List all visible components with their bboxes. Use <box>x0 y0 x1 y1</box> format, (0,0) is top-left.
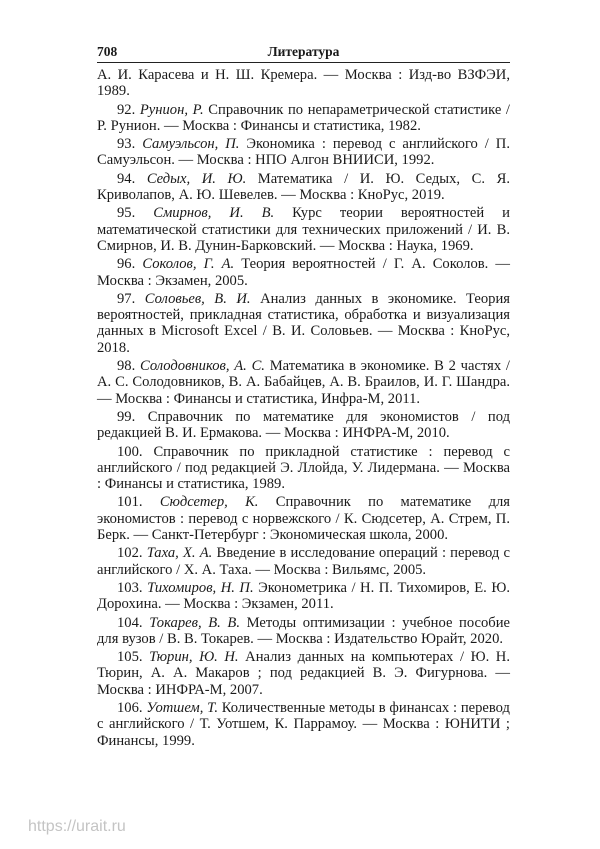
reference-entry <box>97 545 510 578</box>
reference-entry <box>97 615 510 648</box>
ref-text: Введение в исследование операций : перевод с английского / Х. А. Таха. — Москва : Вильямс, 2005. <box>97 545 510 578</box>
ref-author: Самуэльсон, П. <box>142 136 240 153</box>
ref-number: 92. <box>117 101 136 118</box>
ref-text: Анализ данных в экономике. Теория вероятностей, прикладная статистика, обработка и визуализация данных в Microsoft Excel / В. И. Соловьев. — Москва : КноРус, 2018. <box>97 290 511 356</box>
ref-number: 100. <box>117 443 143 460</box>
ref-text: Теория вероятностей / Г. А. Соколов. — Москва : Экзамен, 2005. <box>97 256 510 289</box>
ref-text: А. И. Карасева и Н. Ш. Кремера. — Москва : Изд-во ВЗФЭИ, 1989. <box>97 67 510 100</box>
ref-number: 97. <box>117 290 136 307</box>
page-number: 708 <box>97 44 118 59</box>
ref-text: Справочник по математике для экономистов / под редакцией В. И. Ермакова. — Москва : ИНФРА-М, 2010. <box>97 408 511 442</box>
source-watermark: https://urait.ru <box>28 818 126 835</box>
ref-number: 106. <box>117 699 143 716</box>
ref-author: Седых, И. Ю. <box>146 170 247 187</box>
reference-entry <box>97 136 510 169</box>
ref-author: Смирнов, И. В. <box>153 205 275 222</box>
reference-entry <box>97 171 510 204</box>
ref-text: Количественные методы в финансах : перевод с английского / Т. Уотшем, К. Паррамоу. — Москва : ЮНИТИ ; Финансы, 1999. <box>97 699 510 749</box>
ref-author: Токарев, В. В. <box>149 614 240 631</box>
reference-entry <box>97 580 510 613</box>
ref-number: 102. <box>117 545 143 562</box>
reference-entry <box>97 205 510 254</box>
reference-entry <box>97 494 510 543</box>
ref-author: Уотшем, Т. <box>146 699 219 716</box>
ref-number: 94. <box>117 170 136 187</box>
ref-author: Сюдсетер, К. <box>159 494 259 511</box>
running-title: Литература <box>267 44 340 59</box>
ref-author: Соловьев, В. И. <box>144 290 251 307</box>
ref-number: 99. <box>117 408 136 425</box>
ref-author: Тихомиров, Н. П. <box>147 579 254 596</box>
ref-text: Математика в экономике. В 2 частях / А. С. Солодовников, В. А. Бабайцев, А. В. Браилов, И. Г. Шандра. — Москва : Финансы и статистика, Инфра-М, 2011. <box>97 358 510 407</box>
reference-entry <box>97 444 510 493</box>
reference-entry <box>97 358 510 407</box>
reference-entry <box>97 256 510 289</box>
ref-number: 104. <box>117 614 143 631</box>
reference-entry <box>97 649 510 698</box>
ref-text: Математика / И. Ю. Седых, С. Я. Криволапов, А. Ю. Шевелев. — Москва : КноРус, 2019. <box>97 170 510 204</box>
ref-author: Соколов, Г. А. <box>142 256 235 273</box>
reference-entry <box>97 409 510 442</box>
ref-text: Справочник по математике для экономистов : перевод с норвежского / К. Сюдсетер, А. Стрем, П. Берк. — Санкт-Петербург : Экономическая школа, 2000. <box>97 494 510 544</box>
ref-author: Рунион, Р. <box>139 101 204 118</box>
ref-text: Методы оптимизации : учебное пособие для вузов / В. В. Токарев. — Москва : Издательство Юрайт, 2020. <box>97 614 511 647</box>
reference-list <box>97 67 510 749</box>
ref-text: Экономика : перевод с английского / П. Самуэльсон. — Москва : НПО Алгон ВНИИСИ, 1992. <box>97 136 510 169</box>
ref-number: 101. <box>117 494 143 511</box>
reference-entry <box>97 67 510 100</box>
reference-entry <box>97 291 510 356</box>
ref-number: 105. <box>117 649 143 666</box>
ref-number: 103. <box>117 579 143 596</box>
reference-entry <box>97 700 510 749</box>
ref-text: Справочник по непараметрической статистике / Р. Рунион. — Москва : Финансы и статистика, 1982. <box>97 101 510 134</box>
reference-entry <box>97 102 510 135</box>
running-header <box>97 44 510 63</box>
ref-number: 96. <box>117 256 136 273</box>
ref-text: Эконометрика / Н. П. Тихомиров, Е. Ю. Дорохина. — Москва : Экзамен, 2011. <box>97 579 510 613</box>
ref-author: Тюрин, Ю. Н. <box>149 649 239 666</box>
ref-number: 95. <box>117 205 136 222</box>
ref-text: Анализ данных на компьютерах / Ю. Н. Тюрин, А. А. Макаров ; под редакцией В. Э. Фигурнова. — Москва : ИНФРА-М, 2007. <box>97 649 510 698</box>
ref-text: Справочник по прикладной статистике : перевод с английского / под редакцией Э. Ллойда, У. Лидермана. — Москва : Финансы и статистика, 1989. <box>97 443 510 493</box>
ref-number: 93. <box>117 136 136 153</box>
ref-author: Солодовников, А. С. <box>140 358 265 375</box>
ref-text: Курс теории вероятностей и математической статистики для технических приложений / И. В. Смирнов, И. В. Дунин-Барковский. — Москва : Наука, 1969. <box>97 205 510 254</box>
ref-number: 98. <box>117 358 136 375</box>
ref-author: Таха, Х. А. <box>146 545 213 562</box>
